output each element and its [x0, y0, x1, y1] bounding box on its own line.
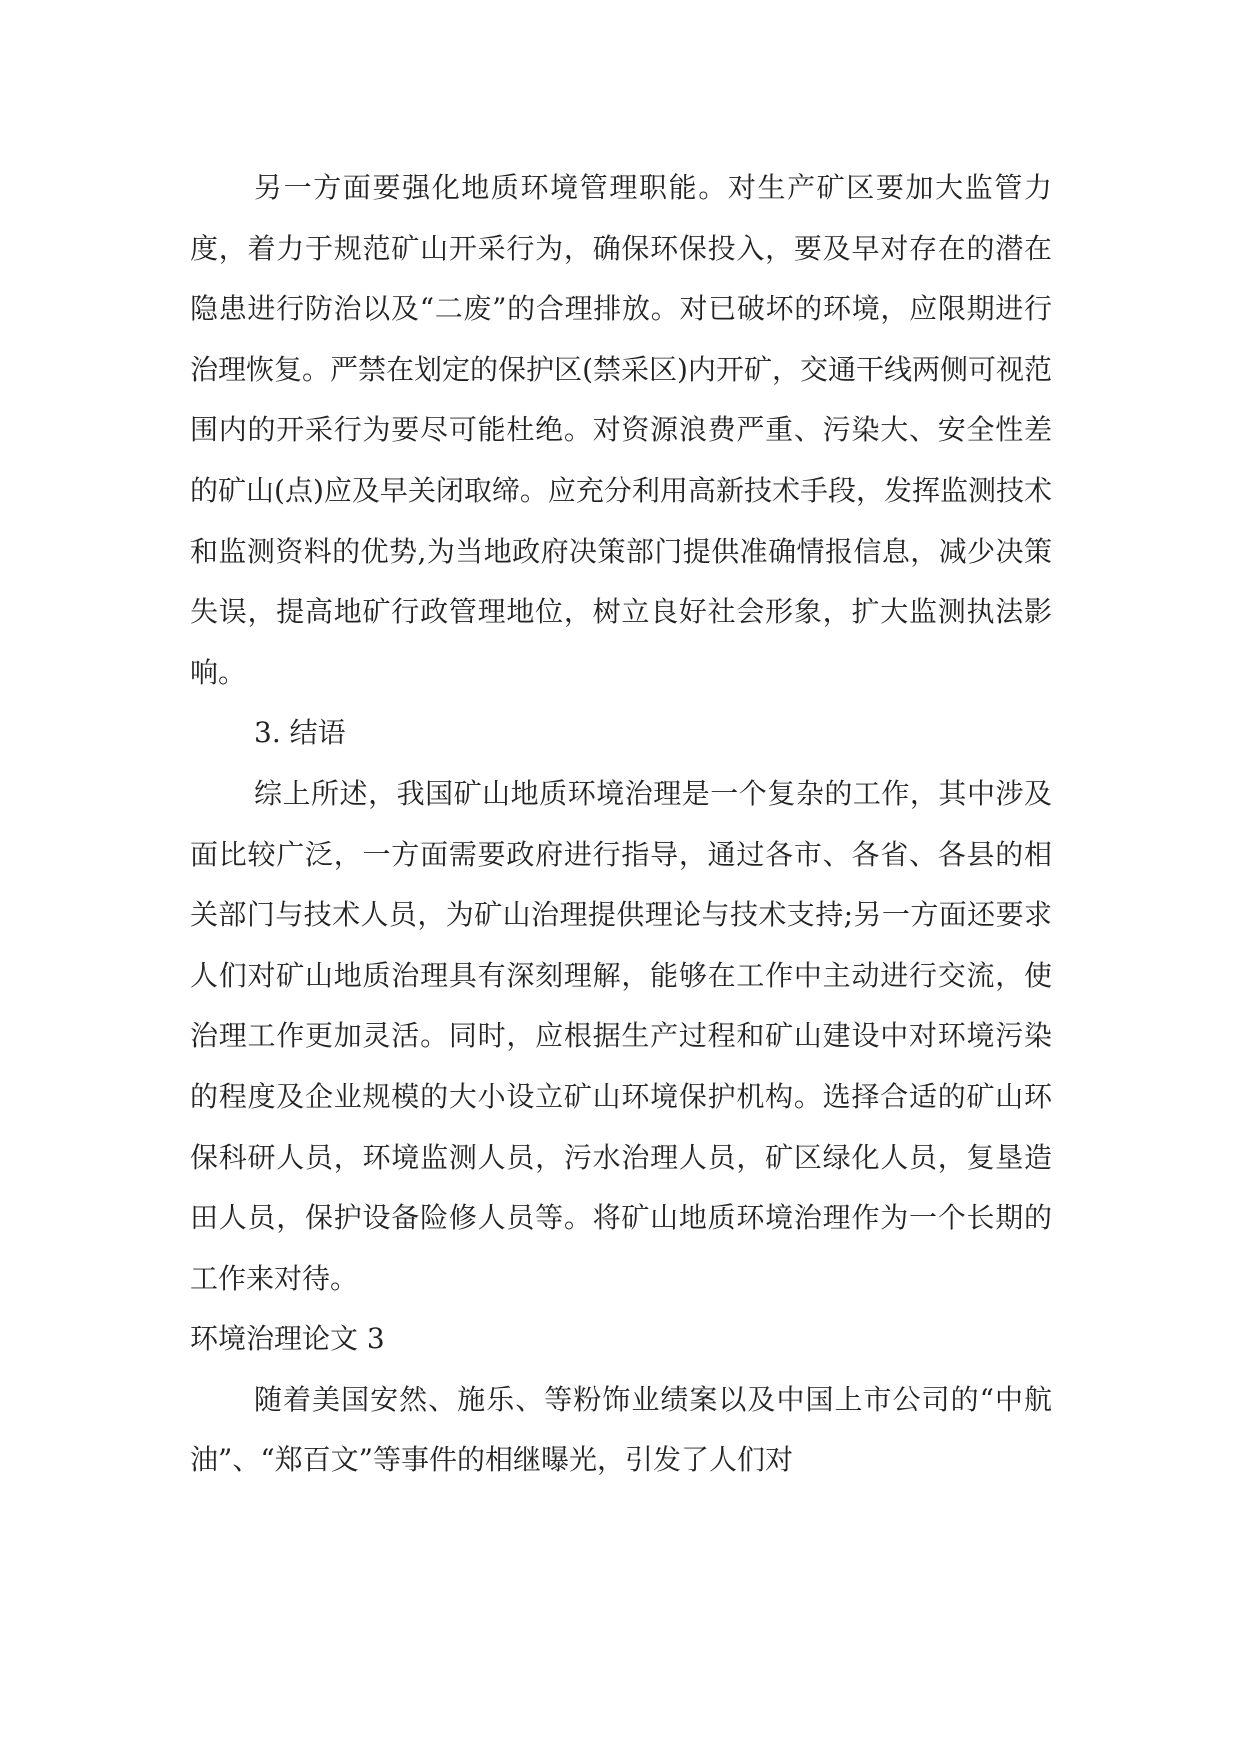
- article-title: 环境治理论文 3: [190, 1322, 385, 1356]
- document-body: [190, 158, 1052, 1491]
- body-paragraph: 另一方面要强化地质环境管理职能。对生产矿区要加大监管力度，着力于规范矿山开采行为，确保环保投入，要及早对存在的潜在隐患进行防治以及“二废”的合理排放。对已破坏的环境，应限期进行治理恢复。严禁在划定的保护区(禁采区)内开矿，交通干线两侧可视范围内的开采行为要尽可能杜绝。对资源浪费严重、污染大、安全性差的矿山(点)应及早关闭取缔。应充分利用高新技术手段，发挥监测技术和监测资料的优势,为当地政府决策部门提供准确情报信息，减少决策失误，提高地矿行政管理地位，树立良好社会形象，扩大监测执法影响。: [190, 171, 1052, 689]
- section-heading: 3. 结语: [254, 716, 346, 750]
- body-paragraph: 综上所述，我国矿山地质环境治理是一个复杂的工作，其中涉及面比较广泛，一方面需要政府进行指导，通过各市、各省、各县的相关部门与技术人员，为矿山治理提供理论与技术支持;另一方面还要求人们对矿山地质治理具有深刻理解，能够在工作中主动进行交流，使治理工作更加灵活。同时，应根据生产过程和矿山建设中对环境污染的程度及企业规模的大小设立矿山环境保护机构。选择合适的矿山环保科研人员，环境监测人员，污水治理人员，矿区绿化人员，复垦造田人员，保护设备险修人员等。将矿山地质环境治理作为一个长期的工作来对待。: [190, 776, 1052, 1295]
- body-paragraph: 随着美国安然、施乐、等粉饰业绩案以及中国上市公司的“中航油”、“郑百文”等事件的相继曝光，引发了人们对: [190, 1382, 1052, 1477]
